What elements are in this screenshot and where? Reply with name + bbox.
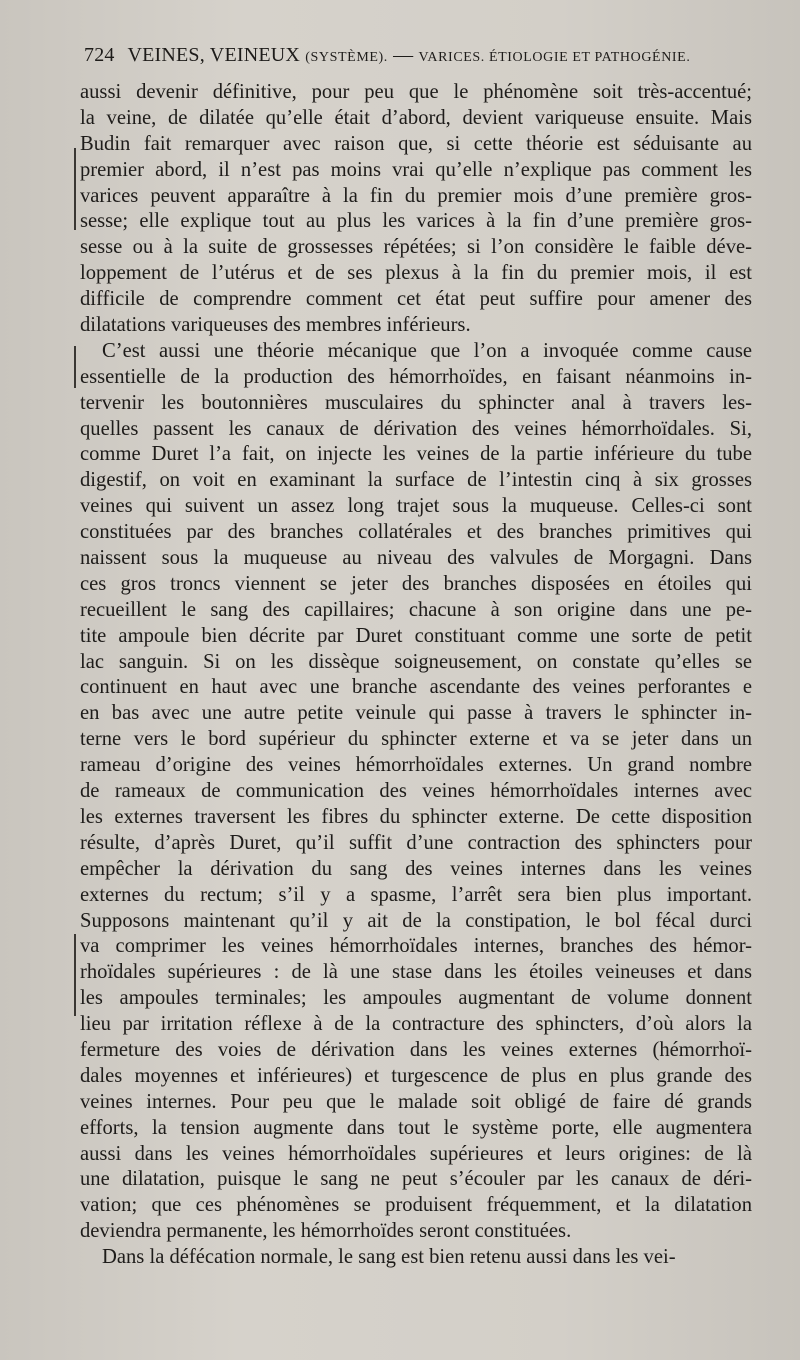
text-line: dilatations variqueuses des membres inférieurs. [80,314,471,337]
text-line: recueillent le sang des capillaires; chacune à son origine dans une pe- [80,598,752,621]
text-line: tite ampoule bien décrite par Duret constituant comme une sorte de petit [80,624,752,647]
text-line: de rameaux de communication des veines hémorrhoïdales internes avec [80,780,752,803]
text-line: sesse ou à la suite de grossesses répétées; si l’on considère le faible déve- [80,236,752,259]
text-line: une dilatation, puisque le sang ne peut s’écouler par les canaux de déri- [80,1168,752,1191]
text-line: la veine, de dilatée qu’elle était d’abord, devient variqueuse ensuite. Mais [80,106,752,129]
page-number: 724 [84,44,115,66]
text-line: ces gros troncs viennent se jeter des branches disposées en étoiles qui [80,572,752,595]
text-line: quelles passent les canaux de dérivation des veines hémorrhoïdales. Si, [80,417,752,440]
text-line: efforts, la tension augmente dans tout le système porte, elle augmentera [80,1116,752,1139]
text-line: fermeture des voies de dérivation dans les veines externes (hémorrhoï- [80,1038,752,1061]
text-line: comme Duret l’a fait, on injecte les veines de la partie inférieure du tube [80,443,752,466]
text-line: deviendra permanente, les hémorrhoïdes seront constituées. [80,1220,572,1243]
paragraph [80,80,752,339]
text-line: sesse; elle explique tout au plus les varices à la fin d’une première gros- [80,210,752,233]
text-line: digestif, on voit en examinant la surface de l’intestin cinq à six grosses [80,469,752,492]
body-text [80,80,752,1271]
text-line: lac sanguin. Si on les dissèque soigneusement, on constate qu’elles se [80,650,752,673]
text-line: C’est aussi une théorie mécanique que l’on a invoquée comme cause [102,339,752,362]
text-line: constituées par des branches collatérales et des branches primitives qui [80,521,752,544]
text-line: les externes traversent les fibres du sphincter externe. De cette disposition [80,805,752,828]
header-dash: — [393,44,414,66]
text-line: dales moyennes et inférieures) et turgescence de plus en plus grande des [80,1064,752,1087]
text-line: varices peuvent apparaître à la fin du premier mois d’une première gros- [80,184,752,207]
text-line: aussi devenir définitive, pour peu que le phénomène soit très-accentué; [80,81,752,103]
text-line: va comprimer les veines hémorrhoïdales internes, branches des hémor- [80,935,752,958]
text-line: empêcher la dérivation du sang des veines internes dans les veines [80,857,752,880]
margin-pencil-mark [74,934,76,1016]
text-line: vation; que ces phénomènes se produisent fréquemment, et la dilatation [80,1194,752,1217]
text-line: lieu par irritation réflexe à de la contracture des sphincters, d’où alors la [80,1013,752,1036]
paragraph [80,339,752,1245]
text-line: résulte, d’après Duret, qu’il suffit d’une contraction des sphincters pour [80,831,752,854]
text-line: naissent sous la muqueuse au niveau des valvules de Morgagni. Dans [80,547,752,570]
text-line: veines internes. Pour peu que le malade soit obligé de faire dé grands [80,1090,752,1113]
text-line: terne vers le bord supérieur du sphincter externe et va se jeter dans un [80,728,752,751]
text-line: continuent en haut avec une branche ascendante des veines perforantes e [80,676,752,699]
text-line: en bas avec une autre petite veinule qui passe à travers le sphincter in- [80,702,752,725]
text-line: loppement de l’utérus et de ses plexus à la fin du premier mois, il est [80,262,752,285]
text-line: essentielle de la production des hémorrhoïdes, en faisant néanmoins in- [80,365,752,388]
header-title: VEINES, VEINEUX [127,44,301,66]
text-line: externes du rectum; s’il y a spasme, l’arrêt sera bien plus important. [80,883,752,906]
text-line: Supposons maintenant qu’il y ait de la constipation, le bol fécal durci [80,909,752,932]
text-line: veines qui suivent un assez long trajet sous la muqueuse. Celles-ci sont [80,495,752,518]
text-line: les ampoules terminales; les ampoules augmentant de volume donnent [80,987,752,1010]
paragraph [80,1245,752,1271]
header-system: (SYSTÈME). [305,50,388,65]
text-line: difficile de comprendre comment cet état peut suffire pour amener des [80,288,752,311]
margin-pencil-mark [74,148,76,230]
text-line: Dans la défécation normale, le sang est bien retenu aussi dans les vei- [102,1246,676,1269]
header-section: VARICES. ÉTIOLOGIE ET PATHOGÉNIE. [418,50,691,65]
margin-pencil-mark [74,346,76,388]
text-line: rhoïdales supérieures : de là une stase dans les étoiles veineuses et dans [80,961,752,984]
text-line: Budin fait remarquer avec raison que, si cette théorie est séduisante au [80,132,752,155]
text-line: premier abord, il n’est pas moins vrai qu’elle n’explique pas comment les [80,158,752,181]
text-line: rameau d’origine des veines hémorrhoïdales externes. Un grand nombre [80,754,752,777]
running-header [84,44,754,67]
text-line: tervenir les boutonnières musculaires du sphincter anal à travers les- [80,391,752,414]
text-line: aussi dans les veines hémorrhoïdales supérieures et leurs origines: de là [80,1142,752,1165]
